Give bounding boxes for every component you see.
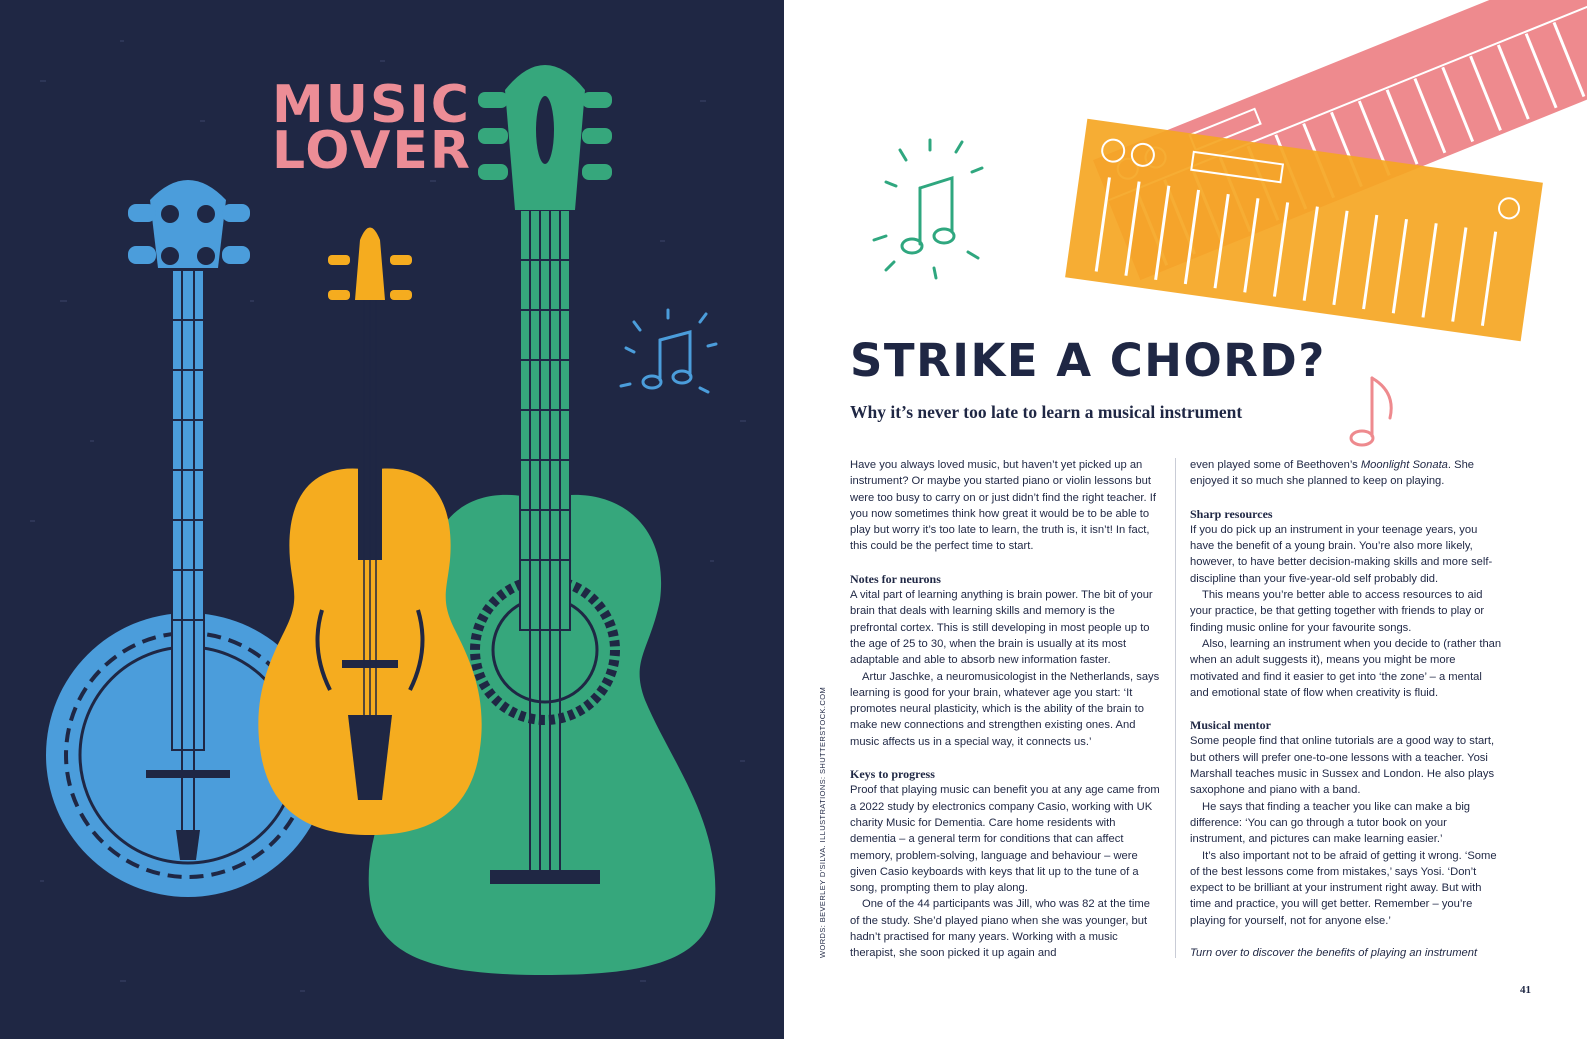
page-number: 41 [1520, 984, 1531, 996]
body-text: even played some of Beethoven’s [1190, 459, 1361, 471]
body-paragraph: Proof that playing music can benefit you at any age came from a 2022 study by electronics company Casio, working with UK charity Music for Dementia. Care home residents with dementia – a general term for conditions that can affect memory, problem-solving, language and behaviour – were given Casio keyboards with keys that lit up to the tune of a song, prompting them to play along. [850, 784, 1160, 895]
keyboard-illustration [784, 0, 1587, 460]
right-page-article [784, 0, 1587, 1039]
music-note-icon [621, 310, 716, 392]
article-column-2 [1190, 457, 1502, 961]
subheading-notes-for-neurons: Notes for neurons [850, 571, 941, 586]
subheading-sharp-resources: Sharp resources [1190, 506, 1273, 521]
column-divider [1175, 458, 1176, 958]
intro-paragraph: Have you always loved music, but haven’t yet picked up an instrument? Or maybe you started piano or violin lessons but were too busy to carry on or just didn’t find the right teacher. If you now sometimes think how great it would be to be able to play but worry it’s too late to learn, the truth is, it isn’t! In fact, this could be the perfect time to start. [850, 459, 1156, 553]
article-column-1 [850, 457, 1162, 962]
photo-credit: WORDS: BEVERLEY D'SILVA. ILLUSTRATIONS: SHUTTERSTOCK.COM [818, 686, 827, 958]
music-note-icon [1351, 378, 1391, 445]
article-standfirst: Why it’s never too late to learn a musical instrument [850, 402, 1243, 422]
body-paragraph: One of the 44 participants was Jill, who was 82 at the time of the study. She’d played piano when she was younger, but hadn’t practised for many years. Working with a music therapist, she soon picked it up again and [850, 898, 1150, 960]
article-headline: STRIKE A CHORD? [850, 334, 1326, 387]
body-paragraph: He says that finding a teacher you like can make a big difference: ‘You can go through a tutor book on your instrument, and pictures can make learning easier.’ [1190, 800, 1471, 846]
title-music: MUSIC [272, 75, 471, 135]
left-page-illustration [0, 0, 784, 1039]
subheading-musical-mentor: Musical mentor [1190, 718, 1271, 733]
continuation-teaser: Turn over to discover the benefits of playing an instrument [1190, 947, 1478, 960]
body-text: . She enjoyed it so much she planned to keep on playing. [1190, 459, 1475, 488]
instruments-illustration [0, 0, 784, 1039]
subheading-keys-to-progress: Keys to progress [850, 767, 935, 782]
body-paragraph [1190, 457, 1502, 490]
keyboard-icon [1065, 119, 1543, 341]
work-title: Moonlight Sonata [1360, 459, 1448, 471]
body-paragraph: A vital part of learning anything is brain power. The bit of your brain that deals with learning skills and memory is the prefrontal cortex. This is still developing in most people up to the age of 25 to 30, when the brain is usually at its most adaptable and able to absorb new information faster. [850, 589, 1153, 667]
body-paragraph: It’s also important not to be afraid of getting it wrong. ‘Some of the best lessons come from mistakes,’ says Yosi. ‘Don’t expect to be brilliant at your instrument right away. But with time and practice, you will get better. Remember – you’re playing for yourself, not for anyone else.’ [1190, 849, 1497, 927]
body-paragraph: Some people find that online tutorials are a good way to start, but others will prefer one-to-one lessons with a teacher. Yosi Marshall teaches music in Sussex and London. He also plays saxophone and piano with a band. [1190, 735, 1495, 797]
body-paragraph: This means you’re better able to access resources to aid your practice, be that getting together with friends to play or finding music online for your favourite songs. [1190, 589, 1485, 634]
music-note-icon [874, 140, 982, 278]
title-lover: LOVER [272, 121, 472, 181]
violin-icon [258, 228, 481, 836]
body-paragraph: Also, learning an instrument when you decide to (rather than when an adult suggests it), means you might be more motivated and find it easier to get into ‘the zone’ – a mental and emotional state of flow when creativity is fluid. [1190, 637, 1502, 699]
body-paragraph: If you do pick up an instrument in your teenage years, you have the benefit of a young brain. You’re also more likely, however, to have better decision-making skills and more self-discipline than your five-year-old self probably did. [1190, 523, 1493, 585]
body-paragraph: Artur Jaschke, a neuromusicologist in the Netherlands, says learning is good for your brain, whatever age you start: ‘It promotes neural plasticity, which is the ability of the brain to make new connections and strengthen existing ones. And music affects us in a special way, it connects us.’ [850, 670, 1160, 748]
